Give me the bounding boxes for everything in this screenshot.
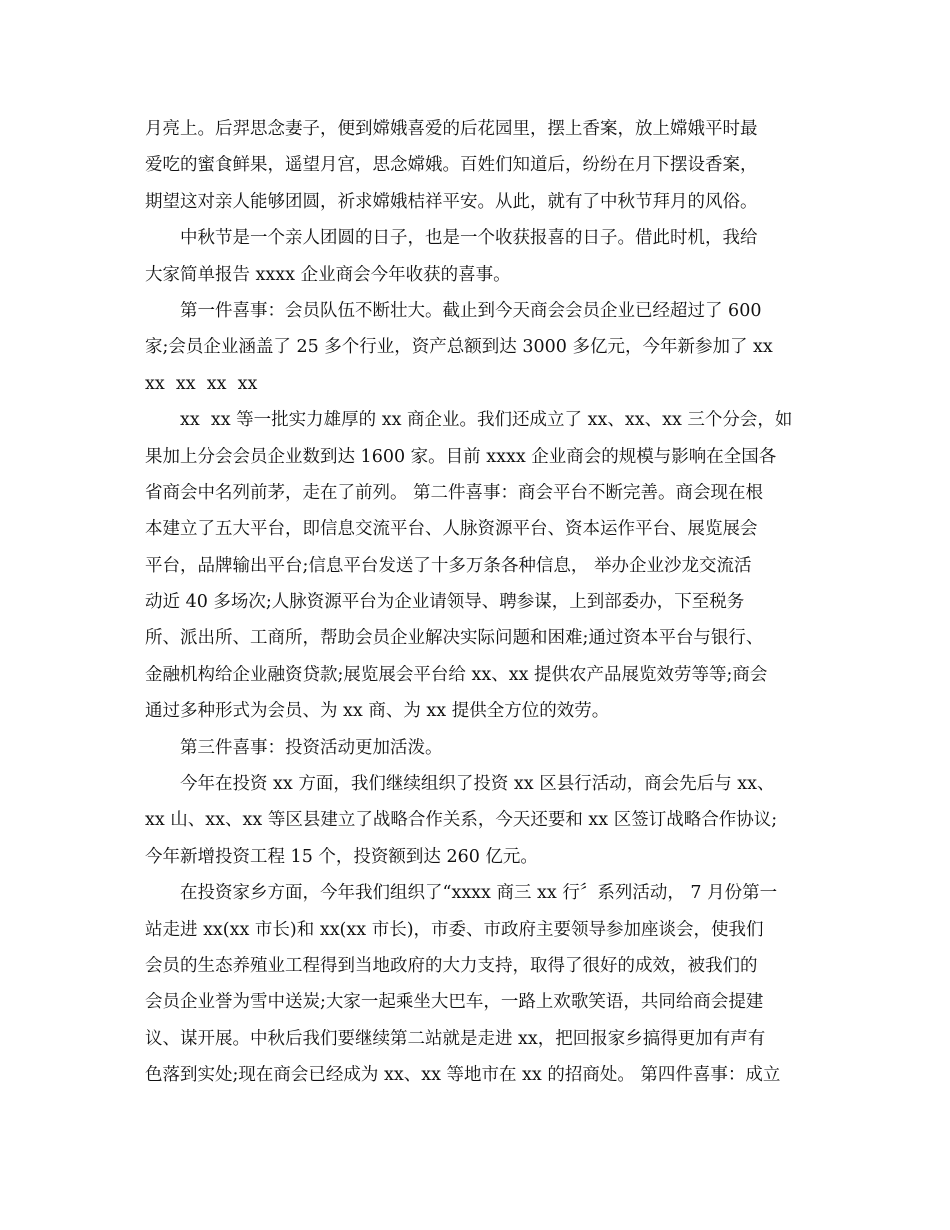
text-line: 爱吃的蜜食鲜果，遥望月宫，思念嫦娥。百姓们知道后，纷纷在月下摆设香案， bbox=[145, 155, 758, 176]
text-line: 家;会员企业涵盖了 25 多个行业，资产总额到达 3000 多亿元，今年新参加了 xx bbox=[145, 337, 773, 358]
text-line: 动近 40 多场次;人脉资源平台为企业请领导、聘参谋，上到部委办，下至税务 bbox=[145, 592, 745, 613]
text-line: 站走进 xx(xx 市长)和 xx(xx 市长)，市委、市政府主要领导参加座谈会，使我们 bbox=[145, 919, 764, 940]
text-line: 期望这对亲人能够团圆，祈求嫦娥桔祥平安。从此，就有了中秋节拜月的风俗。 bbox=[145, 191, 758, 212]
paragraph-start-line: 今年在投资 xx 方面，我们继续组织了投资 xx 区县行活动，商会先后与 xx、 bbox=[180, 774, 775, 795]
paragraph-start-line: 中秋节是一个亲人团圆的日子，也是一个收获报喜的日子。借此时机，我给 bbox=[180, 228, 758, 249]
paragraph-start-line: 在投资家乡方面，今年我们组织了“xxxx 商三 xx 行〞系列活动， 7 月份第一 bbox=[180, 883, 778, 904]
text-line: 月亮上。后羿思念妻子，便到嫦娥喜爱的后花园里，摆上香案，放上嫦娥平时最 bbox=[145, 119, 758, 139]
text-line: 本建立了五大平台，即信息交流平台、人脉资源平台、资本运作平台、展览展会 bbox=[145, 519, 758, 540]
paragraph-start-line: xx xx 等一批实力雄厚的 xx 商企业。我们还成立了 xx、xx、xx 三个分会，如 bbox=[180, 410, 793, 431]
document-body bbox=[145, 111, 810, 1094]
text-line: 会员企业誉为雪中送炭;大家一起乘坐大巴车，一路上欢歌笑语，共同给商会提建 bbox=[145, 992, 764, 1013]
text-line: 所、派出所、工商所，帮助会员企业解决实际问题和困难;通过资本平台与银行、 bbox=[145, 628, 764, 649]
text-line: xx 山、xx、xx 等区县建立了战略合作关系，今天还要和 xx 区签订战略合作协议; bbox=[145, 810, 778, 831]
text-line: 平台，品牌输出平台;信息平台发送了十多万条各种信息， 举办企业沙龙交流活 bbox=[145, 555, 752, 576]
text-line: 通过多种形式为会员、为 xx 商、为 xx 提供全方位的效劳。 bbox=[145, 701, 610, 722]
text-line: 今年新增投资工程 15 个，投资额到达 260 亿元。 bbox=[145, 846, 538, 867]
text-line: 省商会中名列前茅，走在了前列。 第二件喜事：商会平台不断完善。商会现在根 bbox=[145, 482, 764, 503]
text-line: 议、谋开展。中秋后我们要继续第二站就是走进 xx，把回报家乡搞得更加有声有 bbox=[145, 1028, 766, 1049]
text-line: 大家简单报告 xxxx 企业商会今年收获的喜事。 bbox=[145, 264, 511, 285]
text-line: 色落到实处;现在商会已经成为 xx、xx 等地市在 xx 的招商处。 第四件喜事：成立 bbox=[145, 1065, 781, 1086]
paragraph-start-line: 第一件喜事：会员队伍不断壮大。截止到今天商会会员企业已经超过了 600 bbox=[180, 300, 762, 321]
text-line: 金融机构给企业融资贷款;展览展会平台给 xx、xx 提供农产品展览效劳等等;商会 bbox=[145, 664, 768, 685]
text-line: 会员的生态养殖业工程得到当地政府的大力支持，取得了很好的成效，被我们的 bbox=[145, 955, 758, 976]
text-line: 果加上分会会员企业数到达 1600 家。目前 xxxx 企业商会的规模与影响在全国各 bbox=[145, 446, 777, 467]
text-line: xx xx xx xx bbox=[145, 373, 258, 394]
paragraph-start-line: 第三件喜事：投资活动更加活泼。 bbox=[180, 737, 443, 758]
